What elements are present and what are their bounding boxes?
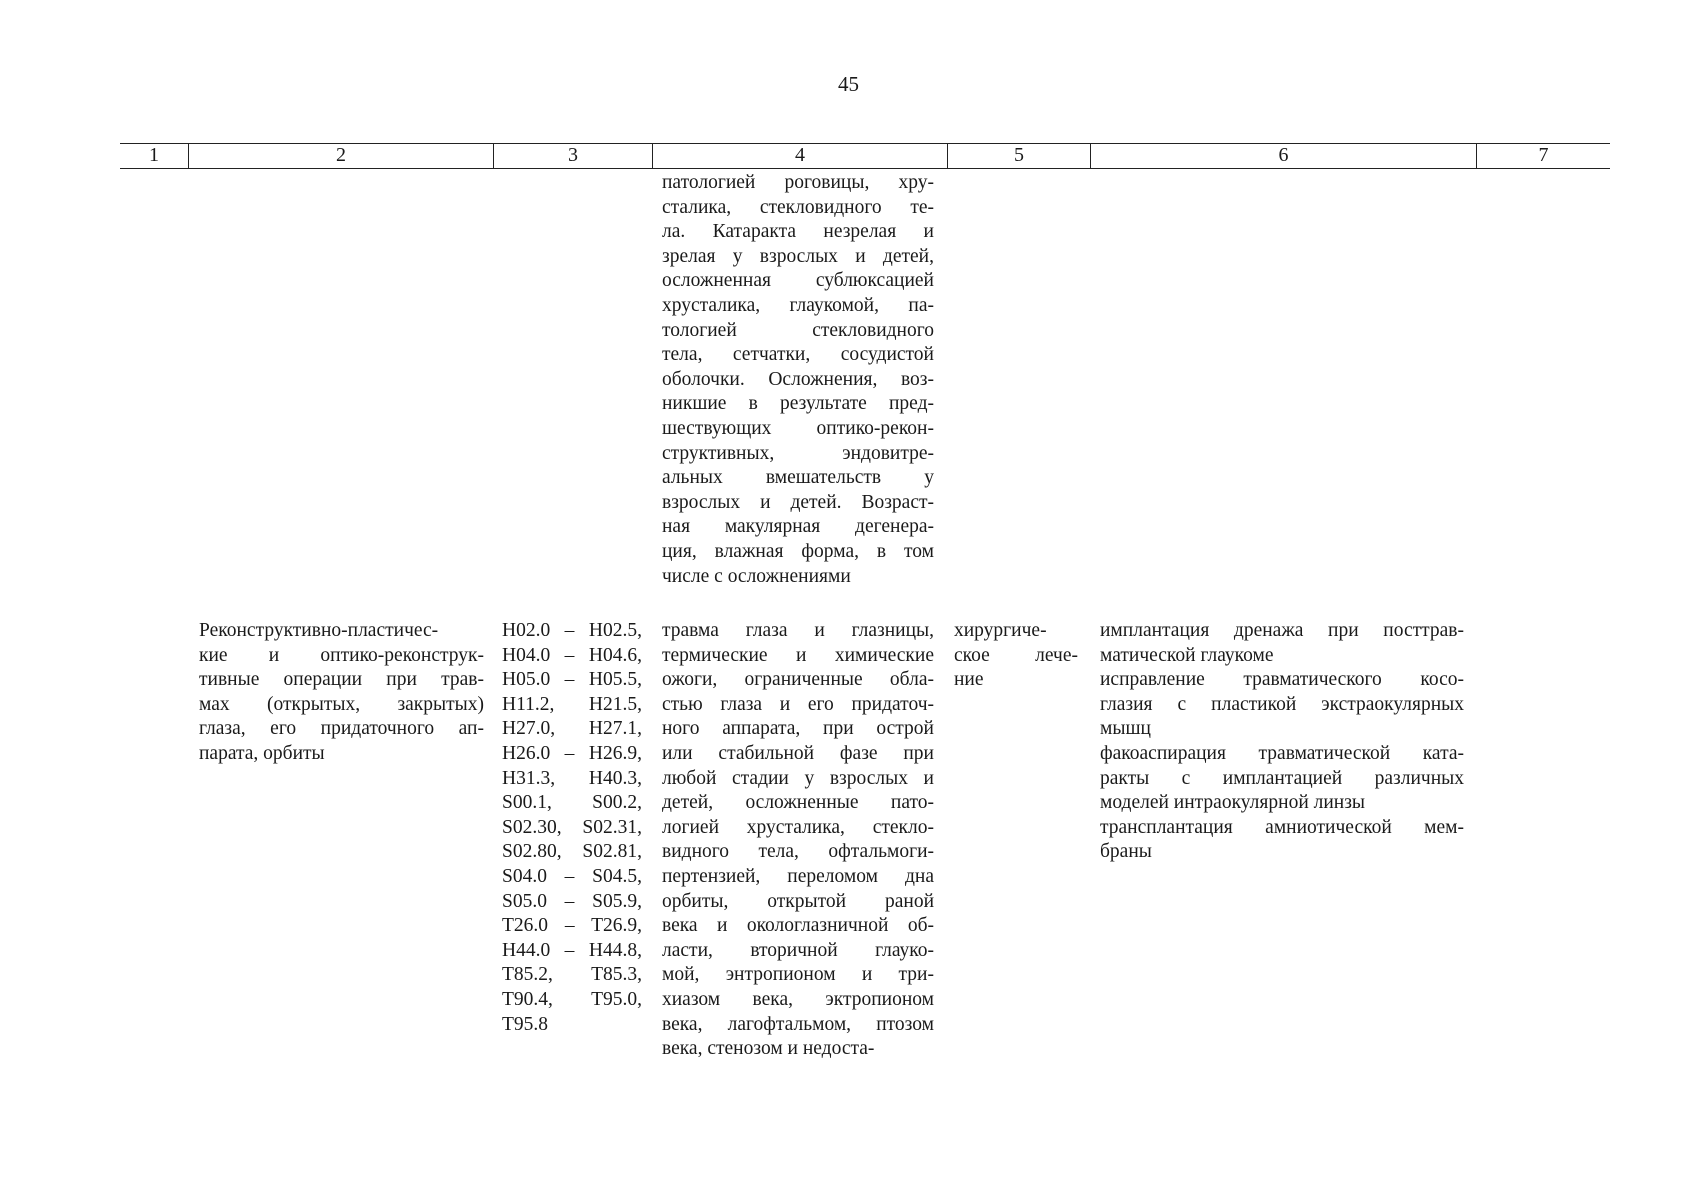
treatment-description-line: трансплантация амниотической мем- bbox=[1100, 816, 1464, 838]
icd-code-line: H05.0 – H05.5, bbox=[502, 669, 642, 691]
treatment-type-line: глаза, его придаточного ап- bbox=[199, 718, 484, 740]
continuation-diagnosis-line: хрусталика, глаукомой, па- bbox=[662, 294, 934, 316]
icd-code-line: H31.3, H40.3, bbox=[502, 767, 642, 789]
treatment-method-line: хирургиче- bbox=[954, 620, 1047, 641]
continuation-diagnosis-line: шествующих оптико-рекон- bbox=[662, 417, 934, 439]
treatment-type-line: Реконструктивно-пластичес- bbox=[199, 620, 439, 641]
continuation-diagnosis-line: альных вмешательств у bbox=[662, 467, 934, 489]
icd-code-line: T85.2, T85.3, bbox=[502, 964, 642, 986]
continuation-diagnosis-line: взрослых и детей. Возраст- bbox=[662, 491, 934, 513]
icd-code-line: T26.0 – T26.9, bbox=[502, 915, 642, 937]
continuation-diagnosis-line: тологией стекловидного bbox=[662, 319, 934, 341]
treatment-type-line: тивные операции при трав- bbox=[199, 669, 484, 691]
icd-code-line: S05.0 – S05.9, bbox=[502, 890, 642, 912]
treatment-description-line: матической глаукоме bbox=[1100, 644, 1274, 666]
continuation-diagnosis-line: никшие в результате пред- bbox=[662, 393, 934, 415]
diagnosis-line: века, стенозом и недоста- bbox=[662, 1038, 875, 1060]
column-header-6: 6 bbox=[1090, 144, 1476, 168]
icd-code-line: H11.2, H21.5, bbox=[502, 693, 642, 715]
diagnosis-line: ожоги, ограниченные обла- bbox=[662, 669, 934, 691]
treatment-type-line: мах (открытых, закрытых) bbox=[199, 693, 484, 715]
treatment-type-line: парата, орбиты bbox=[199, 742, 325, 764]
treatment-description-cell bbox=[1100, 619, 1464, 865]
treatment-description-line: имплантация дренажа при посттрав- bbox=[1100, 620, 1464, 641]
treatment-description-line: глазия с пластикой экстраокулярных bbox=[1100, 693, 1464, 715]
treatment-description-line: исправление травматического косо- bbox=[1100, 669, 1464, 691]
continuation-diagnosis-line: ла. Катаракта незрелая и bbox=[662, 221, 934, 243]
diagnosis-line: пертензией, переломом дна bbox=[662, 865, 934, 887]
diagnosis-line: мой, энтропионом и три- bbox=[662, 964, 934, 986]
treatment-type-line: кие и оптико-реконструк- bbox=[199, 644, 484, 666]
icd-code-line: S00.1, S00.2, bbox=[502, 792, 642, 814]
icd-code-line: H27.0, H27.1, bbox=[502, 718, 642, 740]
icd-code-line: T95.8 bbox=[502, 1013, 549, 1035]
icd-code-line: H04.0 – H04.6, bbox=[502, 644, 642, 666]
diagnosis-line: травма глаза и глазницы, bbox=[662, 620, 934, 641]
continuation-diagnosis-line: ция, влажная форма, в том bbox=[662, 540, 934, 562]
diagnosis-line: стью глаза и его придаточ- bbox=[662, 693, 934, 715]
continuation-diagnosis-line: осложненная сублюксацией bbox=[662, 270, 934, 292]
treatment-description-line: мышц bbox=[1100, 718, 1151, 740]
page-number: 45 bbox=[838, 72, 859, 96]
treatment-method-cell bbox=[954, 619, 1078, 693]
column-header-3: 3 bbox=[493, 144, 652, 168]
treatment-description-line: ракты с имплантацией различных bbox=[1100, 767, 1464, 789]
diagnosis-line: ласти, вторичной глауко- bbox=[662, 939, 934, 961]
continuation-diagnosis-cell bbox=[662, 171, 934, 589]
icd-codes-cell bbox=[502, 619, 642, 1037]
continuation-diagnosis-line: патологией роговицы, хру- bbox=[662, 172, 934, 193]
diagnosis-line: термические и химические bbox=[662, 644, 934, 666]
icd-code-line: H44.0 – H44.8, bbox=[502, 939, 642, 961]
continuation-diagnosis-line: зрелая у взрослых и детей, bbox=[662, 245, 934, 267]
treatment-type-cell bbox=[199, 619, 484, 767]
diagnosis-line: или стабильной фазе при bbox=[662, 742, 934, 764]
treatment-description-line: моделей интраокулярной линзы bbox=[1100, 792, 1366, 814]
diagnosis-line: ного аппарата, при острой bbox=[662, 718, 934, 740]
icd-code-line: H26.0 – H26.9, bbox=[502, 742, 642, 764]
treatment-description-line: факоаспирация травматической ката- bbox=[1100, 742, 1464, 764]
continuation-diagnosis-line: ная макулярная дегенера- bbox=[662, 516, 934, 538]
column-header-7: 7 bbox=[1476, 144, 1610, 168]
diagnosis-line: видного тела, офтальмоги- bbox=[662, 841, 934, 863]
icd-code-line: H02.0 – H02.5, bbox=[502, 620, 642, 641]
continuation-diagnosis-line: сталика, стекловидного те- bbox=[662, 196, 934, 218]
column-header-4: 4 bbox=[652, 144, 947, 168]
continuation-diagnosis-line: оболочки. Осложнения, воз- bbox=[662, 368, 934, 390]
column-header-2: 2 bbox=[188, 144, 493, 168]
treatment-method-line: ние bbox=[954, 669, 984, 691]
diagnosis-line: века, лагофтальмом, птозом bbox=[662, 1013, 934, 1035]
continuation-diagnosis-line: тела, сетчатки, сосудистой bbox=[662, 344, 934, 366]
diagnosis-line: века и окологлазничной об- bbox=[662, 915, 934, 937]
icd-code-line: S04.0 – S04.5, bbox=[502, 865, 642, 887]
table-header-row bbox=[120, 143, 1610, 169]
diagnosis-cell bbox=[662, 619, 934, 1062]
diagnosis-line: орбиты, открытой раной bbox=[662, 890, 934, 912]
continuation-diagnosis-line: числе с осложнениями bbox=[662, 565, 851, 587]
diagnosis-line: хиазом века, эктропионом bbox=[662, 988, 934, 1010]
column-header-1: 1 bbox=[149, 144, 159, 166]
continuation-diagnosis-line: структивных, эндовитре- bbox=[662, 442, 934, 464]
diagnosis-line: любой стадии у взрослых и bbox=[662, 767, 934, 789]
icd-code-line: S02.80, S02.81, bbox=[502, 841, 642, 863]
column-header-5: 5 bbox=[947, 144, 1090, 168]
icd-code-line: T90.4, T95.0, bbox=[502, 988, 642, 1010]
diagnosis-line: детей, осложненные пато- bbox=[662, 792, 934, 814]
icd-code-line: S02.30, S02.31, bbox=[502, 816, 642, 838]
treatment-description-line: браны bbox=[1100, 841, 1152, 863]
treatment-method-line: ское лече- bbox=[954, 644, 1078, 666]
diagnosis-line: логией хрусталика, стекло- bbox=[662, 816, 934, 838]
